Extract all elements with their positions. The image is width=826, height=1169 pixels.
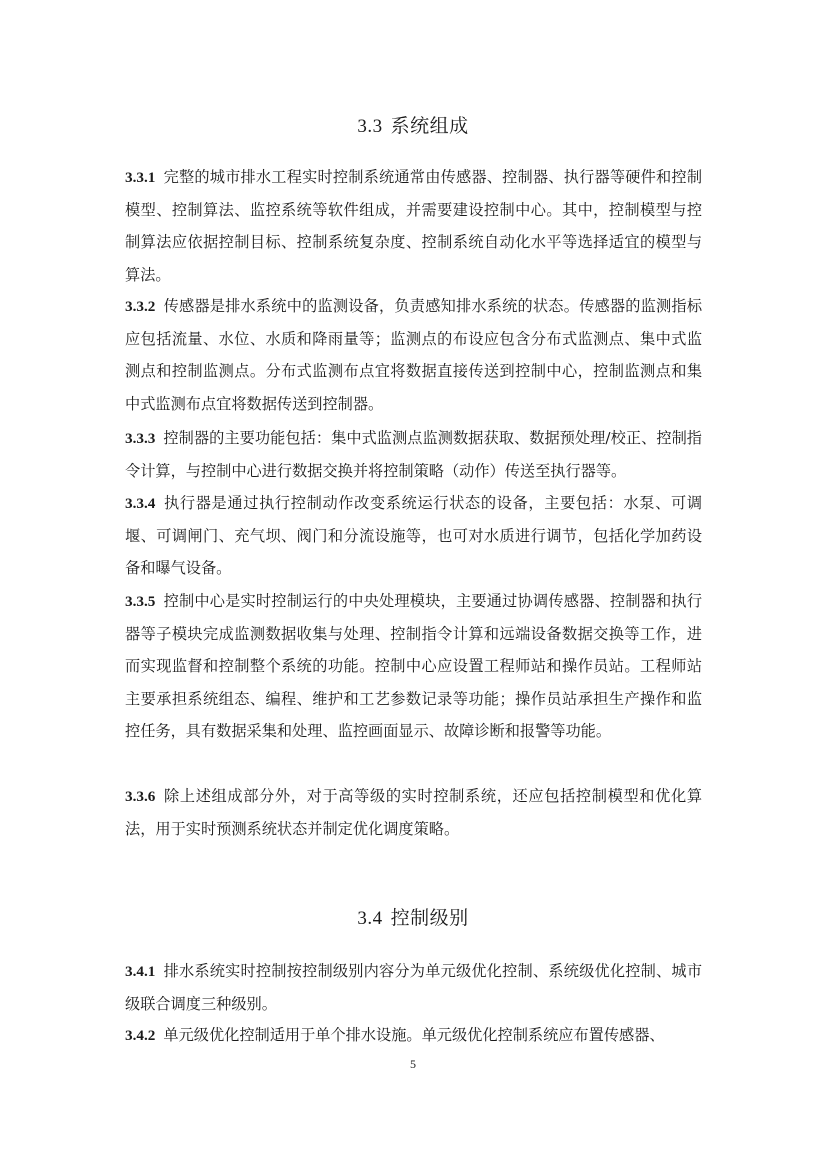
clause-3-3-5 xyxy=(125,585,702,747)
clause-text: 控制器的主要功能包括：集中式监测点监测数据获取、数据预处理/校正、控制指令计算，与控制中心进行数据交换并将控制策略（动作）传送至执行器等。 xyxy=(125,429,702,481)
clause-text: 传感器是排水系统中的监测设备，负责感知排水系统的状态。传感器的监测指标应包括流量、水位、水质和降雨量等；监测点的布设应包含分布式监测点、集中式监测点和控制监测点。分布式监测布点宜将数据直接传送到控制中心，控制监测点和集中式监测布点宜将数据传送到控制器。 xyxy=(125,297,702,413)
clause-number: 3.3.2 xyxy=(125,298,156,315)
clause-3-3-6 xyxy=(125,780,702,845)
clause-3-3-1 xyxy=(125,161,702,291)
clause-number: 3.3.5 xyxy=(125,593,156,610)
clause-number: 3.4.1 xyxy=(125,963,156,980)
clause-text: 执行器是通过执行控制动作改变系统运行状态的设备，主要包括：水泵、可调堰、可调闸门、充气坝、阀门和分流设施等，也可对水质进行调节，包括化学加药设备和曝气设备。 xyxy=(125,494,702,578)
clause-text: 排水系统实时控制按控制级别内容分为单元级优化控制、系统级优化控制、城市级联合调度三种级别。 xyxy=(125,962,702,1014)
section-heading-3-4 xyxy=(0,904,826,933)
section-number: 3.3 xyxy=(357,116,383,137)
section-title: 系统组成 xyxy=(390,115,469,137)
clause-text: 完整的城市排水工程实时控制系统通常由传感器、控制器、执行器等硬件和控制模型、控制算法、监控系统等软件组成，并需要建设控制中心。其中，控制模型与控制算法应依据控制目标、控制系统复杂度、控制系统自动化水平等选择适宜的模型与算法。 xyxy=(125,168,702,284)
clause-number: 3.3.6 xyxy=(125,788,156,805)
clause-3-3-4 xyxy=(125,487,702,585)
clause-number: 3.3.3 xyxy=(125,430,156,447)
clause-3-4-1 xyxy=(125,955,702,1020)
clause-3-3-2 xyxy=(125,290,702,420)
section-number: 3.4 xyxy=(357,908,383,929)
clause-number: 3.3.1 xyxy=(125,169,156,186)
section-heading-3-3 xyxy=(0,112,826,141)
clause-text: 控制中心是实时控制运行的中央处理模块，主要通过协调传感器、控制器和执行器等子模块完成监测数据收集与处理、控制指令计算和远端设备数据交换等工作，进而实现监督和控制整个系统的功能。控制中心应设置工程师站和操作员站。工程师站主要承担系统组态、编程、维护和工艺参数记录等功能；操作员站承担生产操作和监控任务，具有数据采集和处理、监控画面显示、故障诊断和报警等功能。 xyxy=(125,592,702,740)
page-number: 5 xyxy=(410,1057,416,1071)
clause-3-4-2 xyxy=(125,1019,702,1052)
clause-3-3-3 xyxy=(125,422,702,487)
section-title: 控制级别 xyxy=(390,907,469,929)
clause-text: 单元级优化控制适用于单个排水设施。单元级优化控制系统应布置传感器、 xyxy=(163,1026,665,1044)
clause-text: 除上述组成部分外，对于高等级的实时控制系统，还应包括控制模型和优化算法，用于实时预测系统状态并制定优化调度策略。 xyxy=(125,787,702,839)
clause-number: 3.4.2 xyxy=(125,1027,156,1044)
clause-number: 3.3.4 xyxy=(125,495,156,512)
